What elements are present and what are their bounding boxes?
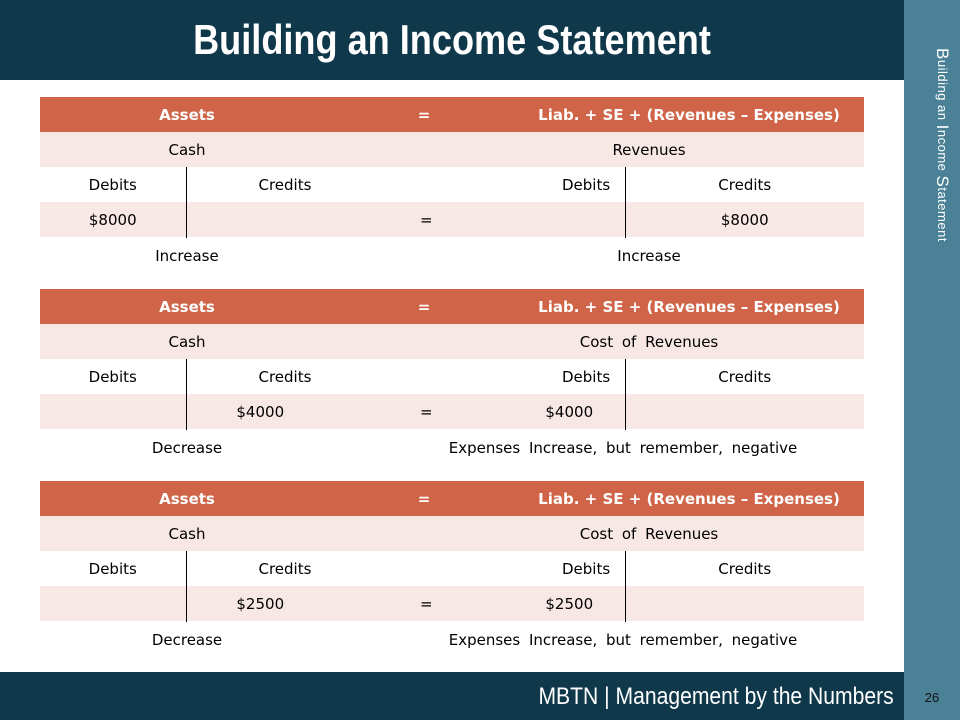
left-debit-amount bbox=[40, 586, 186, 622]
equation-rhs-header: Liab. + SE + (Revenues – Expenses) bbox=[514, 289, 864, 324]
amount-equals-sign: = bbox=[334, 586, 514, 622]
amount-equals-sign: = bbox=[334, 202, 514, 238]
right-account-name: Cost of Revenues bbox=[334, 324, 864, 359]
debit-credit-row bbox=[40, 551, 864, 586]
left-debit-amount: $8000 bbox=[40, 202, 186, 238]
left-credit-amount bbox=[186, 202, 334, 238]
debit-credit-row bbox=[40, 359, 864, 394]
left-credit-amount: $2500 bbox=[186, 586, 334, 622]
left-debits-label: Debits bbox=[40, 167, 186, 202]
right-account-name: Revenues bbox=[334, 132, 864, 167]
assets-header: Assets bbox=[40, 481, 334, 516]
t-account-table-1 bbox=[40, 97, 864, 273]
right-debits-label: Debits bbox=[514, 167, 625, 202]
t-account-table-2 bbox=[40, 289, 864, 465]
left-credits-label: Credits bbox=[186, 167, 514, 202]
left-credits-label: Credits bbox=[186, 551, 514, 586]
effect-row bbox=[40, 622, 864, 658]
right-debits-label: Debits bbox=[514, 359, 625, 394]
table-header-row bbox=[40, 481, 864, 516]
right-debit-amount bbox=[514, 202, 625, 238]
amount-row bbox=[40, 202, 864, 238]
account-name-row bbox=[40, 324, 864, 359]
table-header-row bbox=[40, 97, 864, 132]
amount-equals-sign: = bbox=[334, 394, 514, 430]
right-credits-label: Credits bbox=[625, 551, 864, 586]
slide-title: Building an Income Statement bbox=[193, 16, 711, 63]
account-name-row bbox=[40, 516, 864, 551]
left-account-name: Cash bbox=[40, 132, 334, 167]
equation-rhs-header: Liab. + SE + (Revenues – Expenses) bbox=[514, 97, 864, 132]
right-credit-amount: $8000 bbox=[625, 202, 864, 238]
table-header-row bbox=[40, 289, 864, 324]
right-effect: Expenses Increase, but remember, negative bbox=[334, 430, 864, 466]
account-name-row bbox=[40, 132, 864, 167]
right-debit-amount: $4000 bbox=[514, 394, 625, 430]
right-credit-amount bbox=[625, 394, 864, 430]
equals-sign: = bbox=[334, 481, 514, 516]
equals-sign: = bbox=[334, 97, 514, 132]
effect-row bbox=[40, 430, 864, 466]
side-section-title: Building an Income Statement bbox=[933, 48, 952, 242]
left-debits-label: Debits bbox=[40, 551, 186, 586]
amount-row bbox=[40, 586, 864, 622]
left-account-name: Cash bbox=[40, 324, 334, 359]
t-account-table-3 bbox=[40, 481, 864, 657]
assets-header: Assets bbox=[40, 97, 334, 132]
equation-rhs-header: Liab. + SE + (Revenues – Expenses) bbox=[514, 481, 864, 516]
right-effect: Expenses Increase, but remember, negative bbox=[334, 622, 864, 658]
left-effect: Decrease bbox=[40, 622, 334, 658]
effect-row bbox=[40, 238, 864, 274]
page-number: 26 bbox=[924, 690, 940, 705]
right-account-name: Cost of Revenues bbox=[334, 516, 864, 551]
right-effect: Increase bbox=[334, 238, 864, 274]
left-account-name: Cash bbox=[40, 516, 334, 551]
left-credit-amount: $4000 bbox=[186, 394, 334, 430]
right-credits-label: Credits bbox=[625, 359, 864, 394]
left-debits-label: Debits bbox=[40, 359, 186, 394]
right-debits-label: Debits bbox=[514, 551, 625, 586]
right-debit-amount: $2500 bbox=[514, 586, 625, 622]
assets-header: Assets bbox=[40, 289, 334, 324]
left-effect: Increase bbox=[40, 238, 334, 274]
left-credits-label: Credits bbox=[186, 359, 514, 394]
footer-text: MBTN | Management by the Numbers bbox=[538, 683, 894, 710]
debit-credit-row bbox=[40, 167, 864, 202]
left-debit-amount bbox=[40, 394, 186, 430]
amount-row bbox=[40, 394, 864, 430]
left-effect: Decrease bbox=[40, 430, 334, 466]
right-credit-amount bbox=[625, 586, 864, 622]
right-credits-label: Credits bbox=[625, 167, 864, 202]
equals-sign: = bbox=[334, 289, 514, 324]
